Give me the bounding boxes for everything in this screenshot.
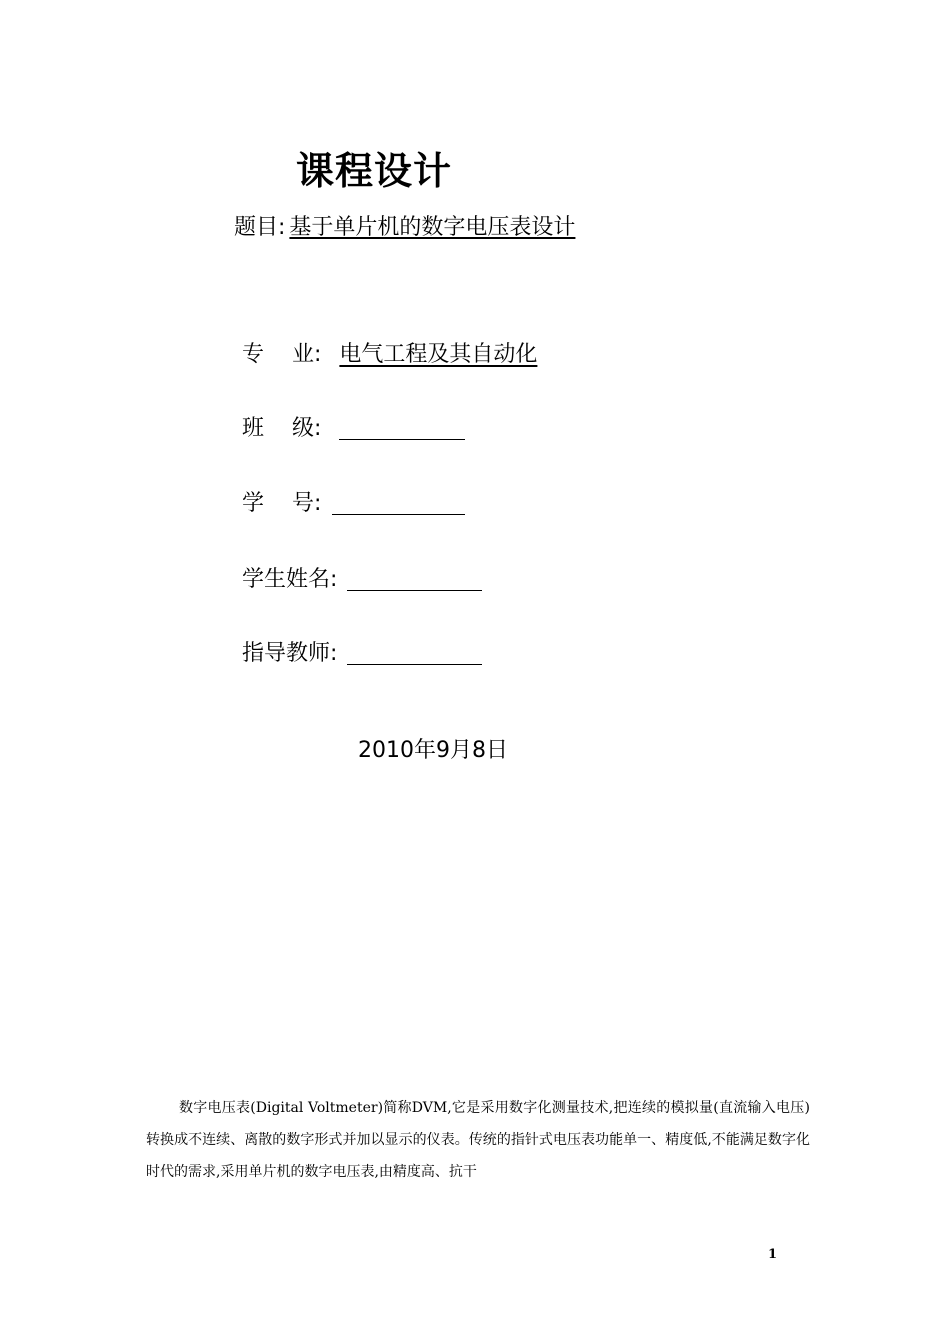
class-label: 班 级: [242,416,322,441]
class-blank [339,417,465,440]
major-field [242,337,537,368]
page-number: 1 [768,1247,778,1262]
advisor-label: 指导教师: [242,641,338,666]
advisor-field [242,636,482,667]
student-name-blank [347,568,482,591]
student-id-blank [332,492,465,515]
student-id-label: 学 号: [242,491,322,516]
topic-line [234,210,575,241]
topic-value: 基于单片机的数字电压表设计 [289,215,576,240]
abstract-section [146,1092,810,1188]
page-title: 课程设计 [296,149,453,193]
major-label: 专 业: [242,342,322,367]
major-value: 电气工程及其自动化 [339,342,538,367]
student-id-field [242,486,465,517]
abstract-paragraph: 数字电压表(Digital Voltmeter)简称DVM,它是采用数字化测量技术,把连续的模拟量(直流输入电压)转换成不连续、离散的数字形式并加以显示的仪表。传统的指针式电压表功能单一、精度低,不能满足数字化时代的需求,采用单片机的数字电压表,由精度高、抗干 [146,1100,810,1180]
date-line: 2010年9月8日 [358,738,508,763]
student-name-field [242,562,482,593]
class-field [242,411,465,442]
student-name-label: 学生姓名: [242,567,338,592]
advisor-blank [347,642,482,665]
topic-label: 题目: [234,215,286,240]
